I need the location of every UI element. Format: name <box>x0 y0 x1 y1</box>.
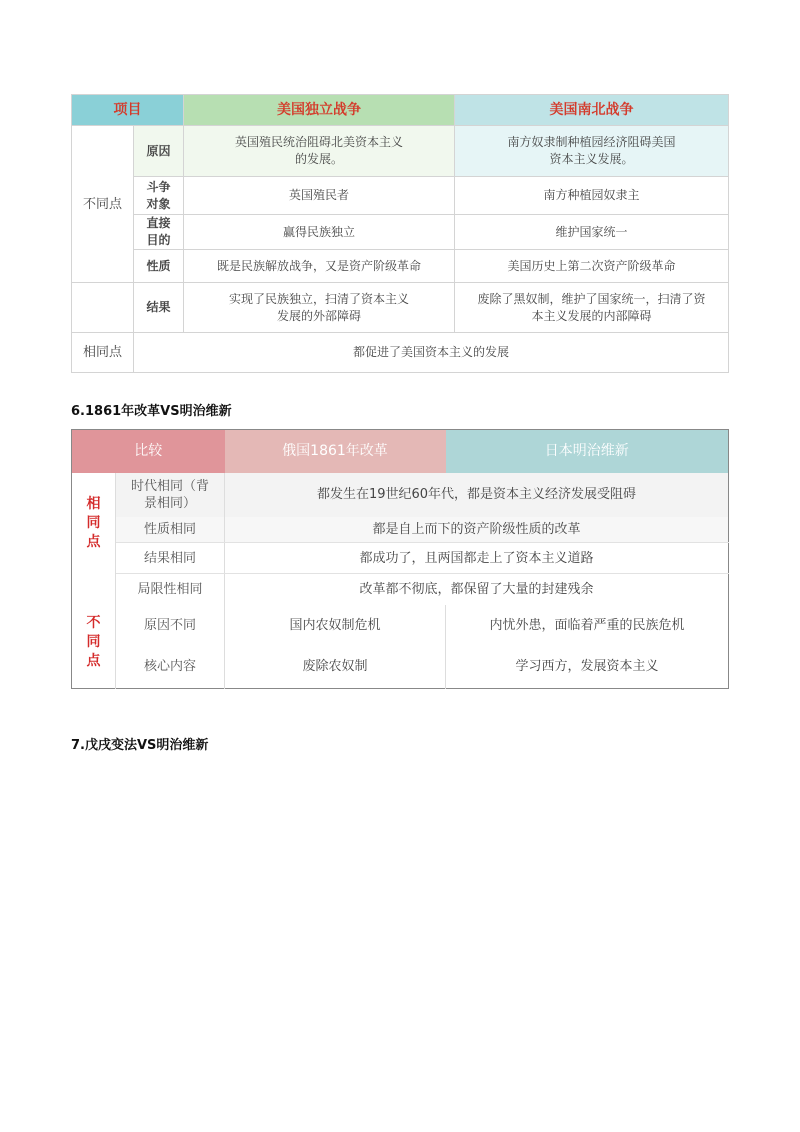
comparison-table-us-wars <box>71 94 729 373</box>
header-russia-reform: 俄国1861年改革 <box>225 430 446 473</box>
cell-value: 废除农奴制 <box>225 646 446 689</box>
group-label-different: 不同点 <box>72 126 134 283</box>
cell-value: 改革都不彻底，都保留了大量的封建残余 <box>359 581 594 597</box>
cell-value: 赢得民族独立 <box>184 215 455 250</box>
table-row <box>72 605 729 646</box>
row-label: 结果 <box>134 283 184 333</box>
table-row <box>72 574 729 605</box>
row-label: 局限性相同 <box>116 574 225 605</box>
row-label: 原因 <box>134 126 184 177</box>
table-row <box>72 126 729 177</box>
cell-value: 内忧外患，面临着严重的民族危机 <box>489 617 685 633</box>
cell-value: 维护国家统一 <box>455 215 729 250</box>
row-label: 性质 <box>134 250 184 283</box>
cell-value: 既是民族解放战争，又是资产阶级革命 <box>184 250 455 283</box>
table-row <box>72 473 729 517</box>
header-meiji: 日本明治维新 <box>446 430 729 473</box>
row-label: 原因不同 <box>116 605 225 646</box>
table-row <box>72 517 729 543</box>
cell-value: 国内农奴制危机 <box>225 605 446 646</box>
row-label: 核心内容 <box>116 646 225 689</box>
table-header-row <box>72 430 729 473</box>
cell-value: 南方种植园奴隶主 <box>455 177 729 215</box>
table-row <box>72 250 729 283</box>
cell-value: 学习西方，发展资本主义 <box>515 659 659 675</box>
table-row <box>72 646 729 689</box>
group-label-same: 相同点 <box>72 333 134 373</box>
cell-value: 都成功了，且两国都走上了资本主义道路 <box>225 543 729 574</box>
header-civil-war: 美国南北战争 <box>455 95 729 126</box>
group-spacer <box>72 283 134 333</box>
cell-value: 都是自上而下的资产阶级性质的改革 <box>225 517 729 543</box>
row-label: 直接目的 <box>134 215 184 250</box>
table-header-row <box>72 95 729 126</box>
section-heading-7: 7.戊戌变法VS明治维新 <box>71 738 209 753</box>
table-row <box>72 215 729 250</box>
group-label-different: 不同点 <box>72 574 116 689</box>
cell-value: 废除了黑奴制，维护了国家统一，扫清了资本主义发展的内部障碍 <box>455 283 729 333</box>
cell-value: 英国殖民统治阻碍北美资本主义的发展。 <box>184 126 455 177</box>
cell-value: 都发生在19世纪60年代，都是资本主义经济发展受阻碍 <box>225 473 729 517</box>
row-label: 斗争对象 <box>134 177 184 215</box>
cell-value: 南方奴隶制种植园经济阻碍美国资本主义发展。 <box>455 126 729 177</box>
table-row <box>72 177 729 215</box>
comparison-table-reforms <box>71 429 729 689</box>
header-independence-war: 美国独立战争 <box>184 95 455 126</box>
same-point-text: 都促进了美国资本主义的发展 <box>134 333 729 373</box>
cell-value: 英国殖民者 <box>184 177 455 215</box>
group-label-same: 相同点 <box>72 473 116 574</box>
table-row <box>72 333 729 373</box>
row-label: 时代相同（背景相同） <box>116 473 225 517</box>
table-row <box>72 283 729 333</box>
table-row <box>72 543 729 574</box>
section-heading-6: 6.1861年改革VS明治维新 <box>71 404 232 419</box>
cell-value: 实现了民族独立，扫清了资本主义发展的外部障碍 <box>184 283 455 333</box>
header-item: 项目 <box>72 95 184 126</box>
row-label: 结果相同 <box>116 543 225 574</box>
header-compare: 比较 <box>72 430 225 473</box>
cell-value: 美国历史上第二次资产阶级革命 <box>455 250 729 283</box>
row-label: 性质相同 <box>116 517 225 543</box>
